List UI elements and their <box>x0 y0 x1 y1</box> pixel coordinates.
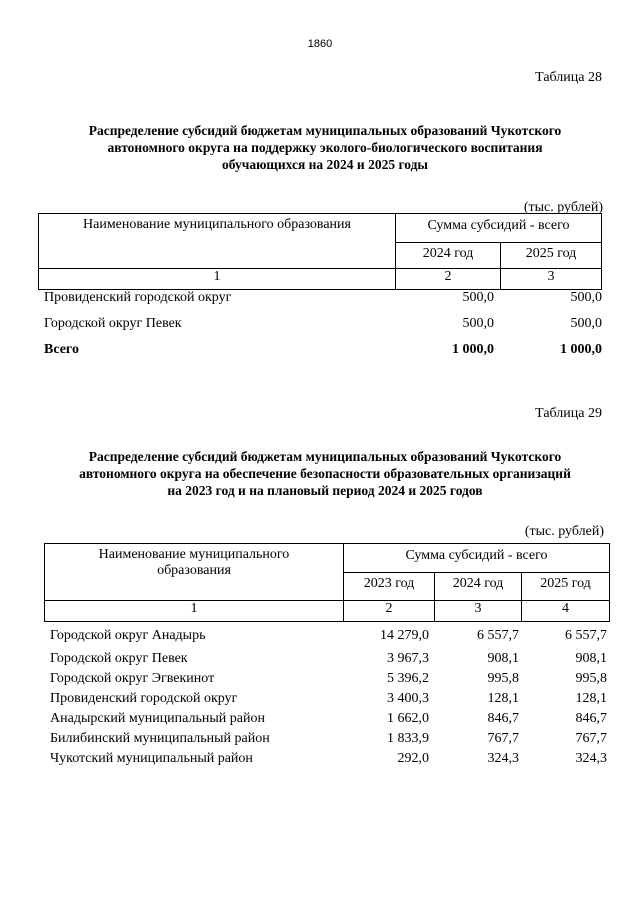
header-num: 2 <box>396 269 501 290</box>
header-num: 3 <box>501 269 602 290</box>
table-row <box>44 290 602 316</box>
table-28-label: Таблица 28 <box>535 70 602 85</box>
header-num: 3 <box>435 601 522 622</box>
table-row <box>50 651 607 671</box>
header-sum: Сумма субсидий - всего <box>396 214 602 243</box>
header-year: 2025 год <box>522 573 610 601</box>
row-value: 324,3 <box>487 751 519 766</box>
header-num: 2 <box>344 601 435 622</box>
header-sum: Сумма субсидий - всего <box>344 544 610 573</box>
row-value: 1 662,0 <box>387 711 429 726</box>
table-row <box>50 731 607 751</box>
header-name-line: Наименование муниципального <box>98 547 290 562</box>
row-name: Билибинский муниципальный район <box>50 731 270 746</box>
header-num: 1 <box>39 269 396 290</box>
table-total-row <box>44 342 602 362</box>
table-row <box>50 691 607 711</box>
row-value: 846,7 <box>487 711 519 726</box>
row-value: 128,1 <box>487 691 519 706</box>
row-value: 995,8 <box>487 671 519 686</box>
total-value: 1 000,0 <box>560 342 602 357</box>
row-value: 500,0 <box>462 290 494 305</box>
title-line: обучающихся на 2024 и 2025 годы <box>222 157 428 172</box>
row-name: Провиденский городской округ <box>50 691 238 706</box>
table-row <box>44 316 602 342</box>
table-row <box>50 628 607 651</box>
table-29-label: Таблица 29 <box>535 406 602 421</box>
table-28-title <box>30 122 620 173</box>
table-29-body <box>50 628 607 771</box>
row-value: 324,3 <box>575 751 607 766</box>
row-value: 995,8 <box>575 671 607 686</box>
row-name: Городской округ Певек <box>50 651 188 666</box>
row-value: 767,7 <box>487 731 519 746</box>
row-value: 908,1 <box>575 651 607 666</box>
table-row <box>50 751 607 771</box>
total-label: Всего <box>44 342 79 357</box>
total-value: 1 000,0 <box>452 342 494 357</box>
header-year: 2023 год <box>344 573 435 601</box>
header-year: 2024 год <box>435 573 522 601</box>
row-value: 6 557,7 <box>565 628 607 643</box>
row-value: 128,1 <box>575 691 607 706</box>
row-name: Анадырский муниципальный район <box>50 711 265 726</box>
row-value: 500,0 <box>462 316 494 331</box>
title-line: автономного округа на обеспечение безопасности образовательных организаций <box>79 466 571 481</box>
table-28-units: (тыс. рублей) <box>523 200 603 215</box>
table-29-title <box>30 448 620 499</box>
row-name: Городской округ Эгвекинот <box>50 671 215 686</box>
table-row <box>50 671 607 691</box>
row-value: 500,0 <box>570 316 602 331</box>
title-line: автономного округа на поддержку эколого-биологического воспитания <box>107 140 543 155</box>
row-value: 3 967,3 <box>387 651 429 666</box>
row-name: Чукотский муниципальный район <box>50 751 253 766</box>
row-name: Городской округ Анадырь <box>50 628 206 643</box>
table-29-units: (тыс. рублей) <box>524 524 604 539</box>
table-28-body <box>44 290 602 362</box>
title-line: на 2023 год и на плановый период 2024 и 2025 годов <box>167 483 483 498</box>
table-row <box>50 711 607 731</box>
row-name: Городской округ Певек <box>44 316 182 331</box>
row-value: 14 279,0 <box>380 628 429 643</box>
title-line: Распределение субсидий бюджетам муниципальных образований Чукотского <box>88 449 562 464</box>
header-num: 4 <box>522 601 610 622</box>
row-value: 767,7 <box>575 731 607 746</box>
header-name-line: образования <box>157 563 231 578</box>
row-value: 292,0 <box>397 751 429 766</box>
header-num: 1 <box>45 601 344 622</box>
header-name <box>45 544 344 601</box>
row-value: 846,7 <box>575 711 607 726</box>
row-name: Провиденский городской округ <box>44 290 232 305</box>
page-number: 1860 <box>307 38 333 50</box>
row-value: 1 833,9 <box>387 731 429 746</box>
header-year: 2025 год <box>501 243 602 269</box>
table-28-header <box>38 213 602 290</box>
header-year: 2024 год <box>396 243 501 269</box>
row-value: 5 396,2 <box>387 671 429 686</box>
row-value: 908,1 <box>487 651 519 666</box>
row-value: 3 400,3 <box>387 691 429 706</box>
header-name: Наименование муниципального образования <box>39 214 396 269</box>
table-29-header <box>44 543 610 622</box>
row-value: 6 557,7 <box>477 628 519 643</box>
row-value: 500,0 <box>570 290 602 305</box>
title-line: Распределение субсидий бюджетам муниципальных образований Чукотского <box>88 123 562 138</box>
